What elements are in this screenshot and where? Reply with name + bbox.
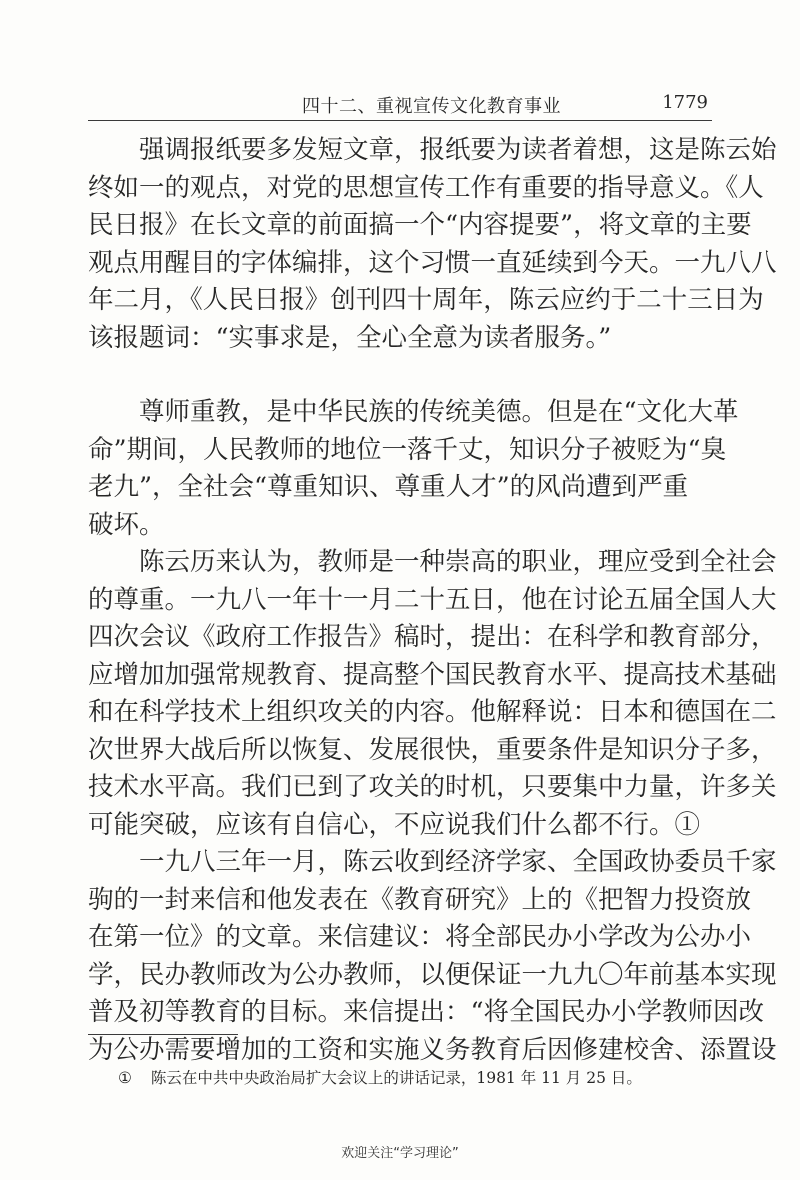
text-line: 四次会议《政府工作报告》稿时，提出：在科学和教育部分，	[88, 622, 777, 652]
paragraph-3	[88, 544, 777, 844]
body-text	[88, 132, 777, 1069]
text-line: 该报题词：“实事求是，全心全意为读者服务。”	[88, 322, 612, 353]
text-line: 应增加加强常规教育、提高整个国民教育水平、提高技术基础	[88, 659, 777, 690]
footnote-marker: ①	[118, 1069, 132, 1087]
text-line: 老九”，全社会“尊重知识、尊重人才”的风尚遭到严重	[88, 472, 689, 502]
text-line: 和在科学技术上组织攻关的内容。他解释说：日本和德国在二	[88, 697, 777, 727]
paragraph-1	[88, 132, 777, 357]
page-number: 1779	[662, 92, 708, 113]
text-line: 为公办需要增加的工资和实施义务教育后因修建校舍、添置设	[88, 1034, 777, 1065]
paragraph-4	[88, 844, 777, 1069]
text-line: 次世界大战后所以恢复、发展很快，重要条件是知识分子多，	[88, 734, 777, 765]
text-line: 观点用醒目的字体编排，这个习惯一直延续到今天。一九八八	[88, 247, 777, 278]
text-line: 命”期间，人民教师的地位一落千丈，知识分子被贬为“臭	[88, 434, 727, 465]
text-line: 学，民办教师改为公办教师，以便保证一九九〇年前基本实现	[88, 959, 777, 990]
text-line: 陈云历来认为，教师是一种崇高的职业，理应受到全社会	[88, 547, 777, 577]
footnote	[118, 1066, 642, 1088]
footnote-text: 陈云在中共中央政治局扩大会议上的讲话记录，1981 年 11 月 25 日。	[150, 1069, 642, 1087]
footnote-divider	[88, 1034, 238, 1035]
text-line: 尊师重教，是中华民族的传统美德。但是在“文化大革	[88, 397, 739, 427]
text-line: 破坏。	[88, 509, 165, 540]
text-line: 驹的一封来信和他发表在《教育研究》上的《把智力投资放	[88, 884, 752, 915]
text-line: 终如一的观点，对党的思想宣传工作有重要的指导意义。《人	[88, 172, 764, 203]
running-header	[88, 88, 712, 118]
text-line: 可能突破，应该有自信心，不应说我们什么都不行。①	[88, 809, 701, 840]
text-line: 技术水平高。我们已到了攻关的时机，只要集中力量，许多关	[88, 772, 777, 802]
footer-caption: 欢迎关注“学习理论”	[341, 1146, 459, 1161]
text-line: 民日报》在长文章的前面搞一个“内容提要”，将文章的主要	[88, 210, 752, 240]
text-line: 一九八三年一月，陈云收到经济学家、全国政协委员千家	[88, 847, 777, 877]
text-line: 强调报纸要多发短文章，报纸要为读者着想，这是陈云始	[88, 135, 777, 165]
section-gap	[88, 357, 712, 394]
text-line: 普及初等教育的目标。来信提出：“将全国民办小学教师因改	[88, 997, 765, 1027]
text-line: 年二月，《人民日报》创刊四十周年，陈云应约于二十三日为	[88, 285, 764, 315]
text-line: 在第一位》的文章。来信建议：将全部民办小学改为公办小	[88, 922, 752, 952]
chapter-title: 四十二、重视宣传文化教育事业	[302, 96, 561, 117]
paragraph-2	[88, 394, 739, 544]
header-divider	[88, 120, 712, 121]
text-line: 的尊重。一九八一年十一月二十五日，他在讨论五届全国人大	[88, 584, 777, 615]
